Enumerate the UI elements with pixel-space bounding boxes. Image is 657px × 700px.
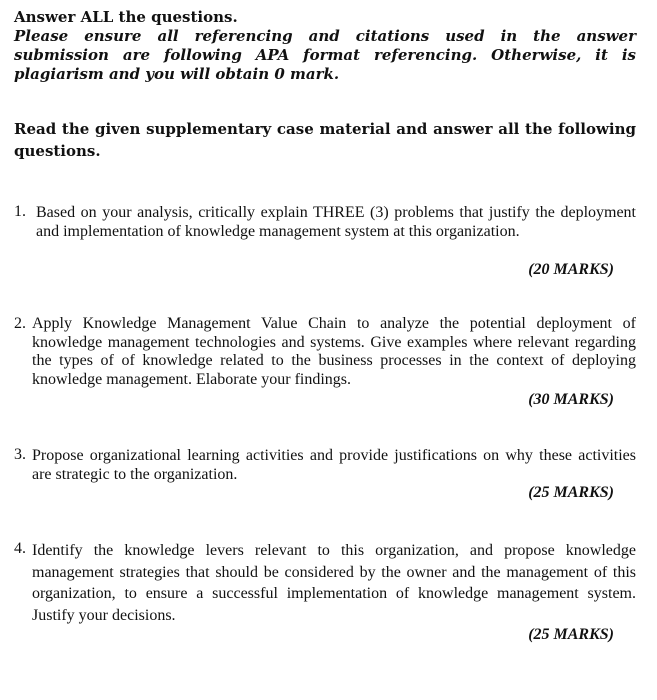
question-number: 3. [14,446,26,463]
question-text: Apply Knowledge Management Value Chain to analyze the potential deployment of knowledge management technologies and systems. Give examples where relevant regarding the types of of knowledge related to the business processes in the context of deploying knowledge management. Elaborate your findings. [32,315,636,389]
intro-text: Read the given supplementary case material and answer all the following questions. [14,120,636,160]
question-number: 2. [14,315,26,332]
question-number: 1. [14,203,26,220]
marks-label: (25 MARKS) [528,484,614,501]
question-text: Propose organizational learning activities and provide justifications on why these activities are strategic to the organization. [32,447,636,483]
instruction-text: Please ensure all referencing and citations used in the answer submission are following APA format referencing. Otherwise, it is plagiarism and you will obtain 0 mark. [14,27,636,83]
marks-label: (20 MARKS) [528,261,614,278]
page-title: Answer ALL the questions. [14,8,238,26]
marks-label: (30 MARKS) [528,391,614,408]
question-text: Identify the knowledge levers relevant to this organization, and propose knowledge management strategies that should be considered by the owner and the management of this organization, to ensure a successful implementation of knowledge management system. Justify your decisions. [32,542,636,624]
marks-label: (25 MARKS) [528,626,614,643]
question-text: Based on your analysis, critically explain THREE (3) problems that justify the deployment and implementation of knowledge management system at this organization. [36,204,636,240]
question-number: 4. [14,540,26,557]
